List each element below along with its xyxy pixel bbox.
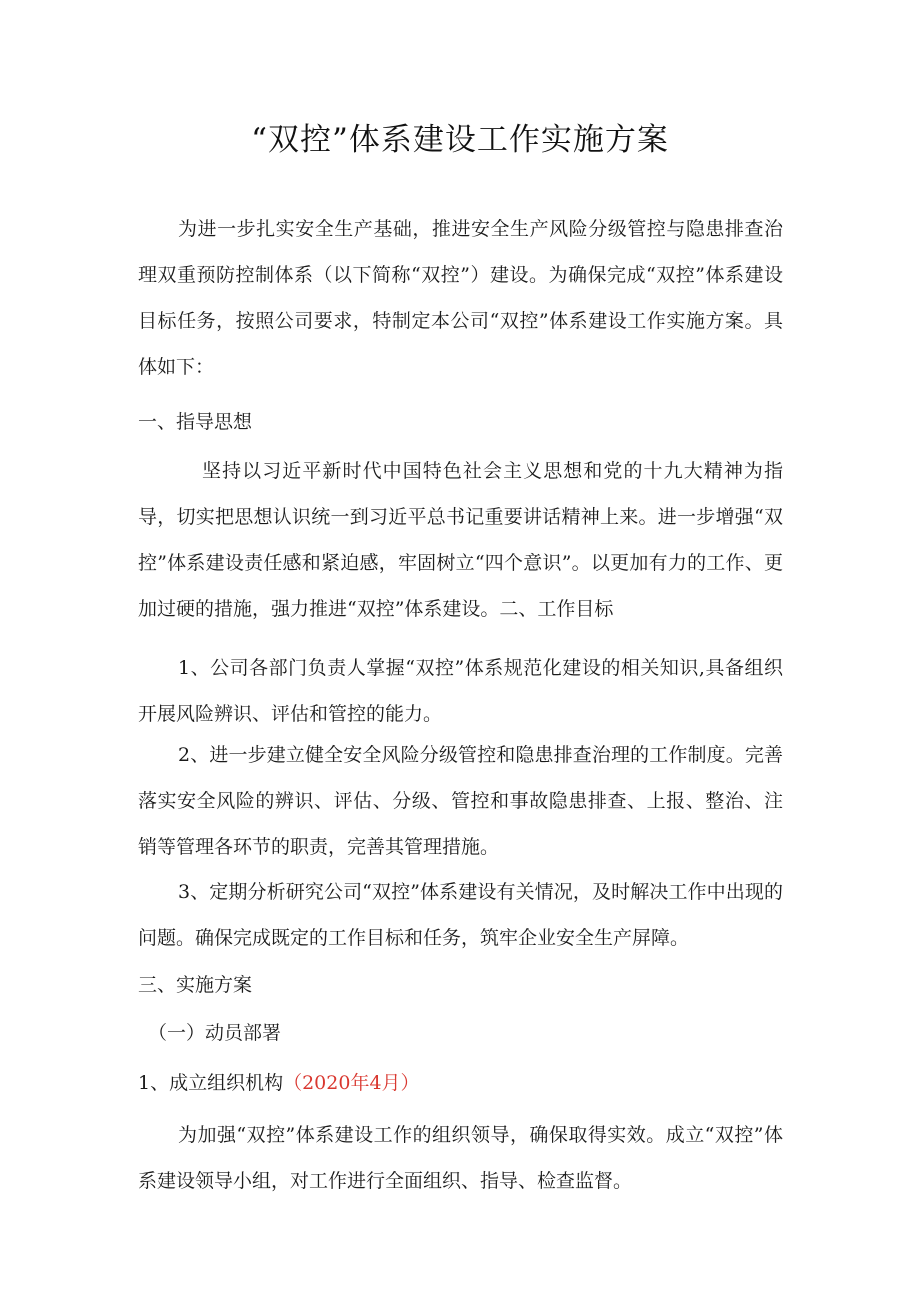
document-title: “双控”体系建设工作实施方案 <box>251 122 669 158</box>
subsection-heading-mobilization: （一）动员部署 <box>148 1022 282 1044</box>
goal-item-2: 2、进一步建立健全安全风险分级管控和隐患排查治理的工作制度。完善落实安全风险的辨识、评估、分级、管控和事故隐患排查、上报、整治、注销等管理各环节的职责，完善其管理措施。 <box>138 744 783 858</box>
item-label: 1、成立组织机构 <box>138 1072 284 1094</box>
item-date-highlight: （2020年4月） <box>283 1072 420 1094</box>
goal-item-3: 3、定期分析研究公司“双控”体系建设有关情况，及时解决工作中出现的问题。确保完成既定的工作目标和任务，筑牢企业安全生产屏障。 <box>138 881 783 949</box>
section-heading-implementation: 三、实施方案 <box>138 974 253 996</box>
goal-item-1: 1、公司各部门负责人掌握“双控”体系规范化建设的相关知识,具备组织开展风险辨识、评估和管控的能力。 <box>138 657 783 725</box>
section-heading-guiding-ideology: 一、指导思想 <box>138 411 253 433</box>
intro-paragraph: 为进一步扎实安全生产基础，推进安全生产风险分级管控与隐患排查治理双重预防控制体系（以下简称“双控”）建设。为确保完成“双控”体系建设目标任务，按照公司要求，特制定本公司“双控”体系建设工作实施方案。具体如下： <box>138 218 783 378</box>
organization-paragraph: 为加强“双控”体系建设工作的组织领导，确保取得实效。成立“双控”体系建设领导小组，对工作进行全面组织、指导、检查监督。 <box>138 1124 783 1192</box>
guiding-ideology-paragraph: 坚持以习近平新时代中国特色社会主义思想和党的十九大精神为指导，切实把思想认识统一到习近平总书记重要讲话精神上来。进一步增强“双控”体系建设责任感和紧迫感，牢固树立“四个意识”。以更加有力的工作、更加过硬的措施，强力推进“双控”体系建设。二、工作目标 <box>138 460 783 620</box>
item-heading-organization <box>138 1068 420 1098</box>
